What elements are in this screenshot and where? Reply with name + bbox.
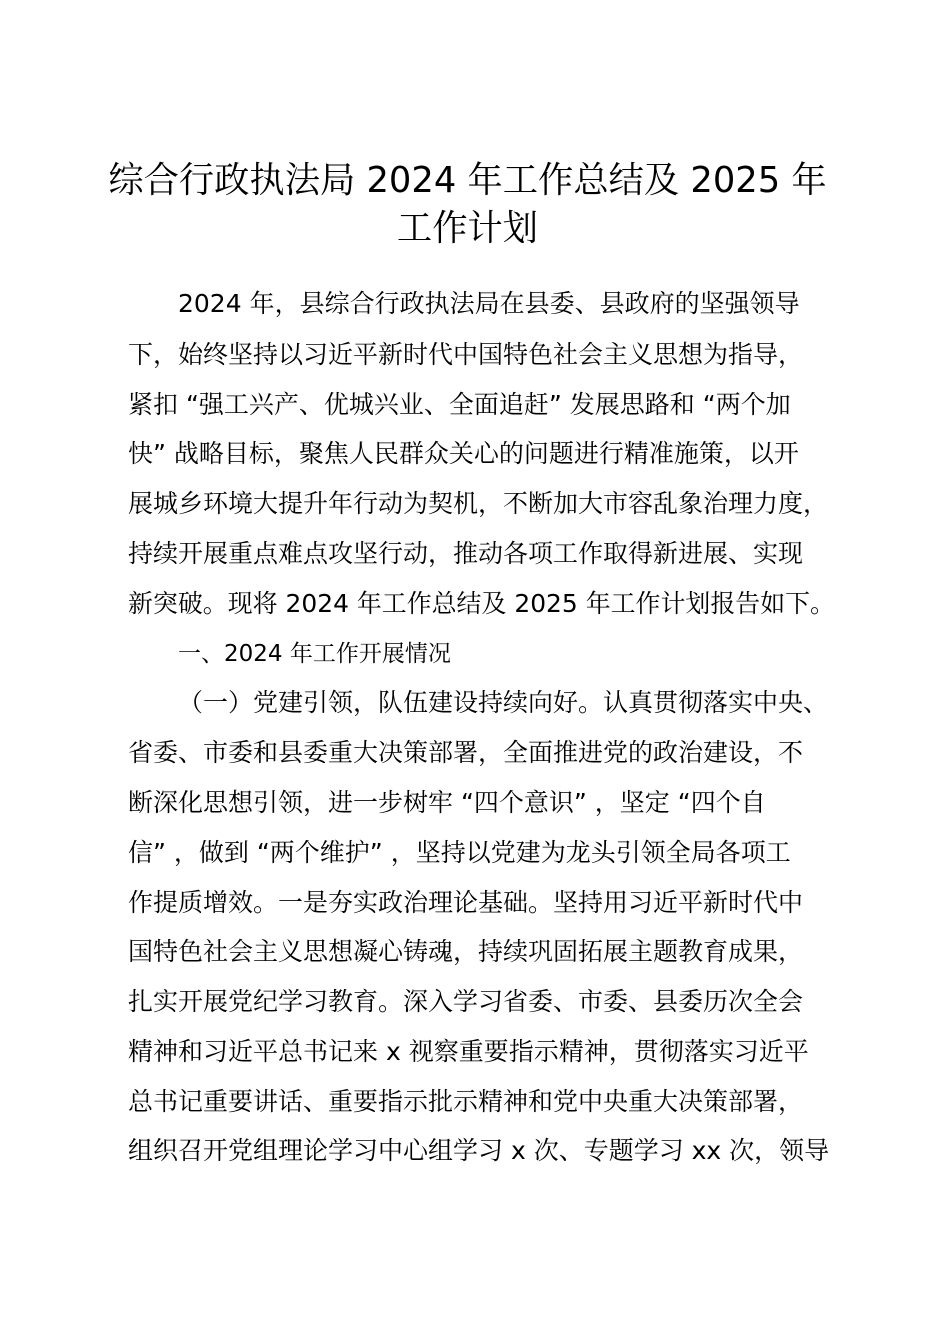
paragraph-1-line: 下，始终坚持以习近平新时代中国特色社会主义思想为指导， [128,340,804,369]
paragraph-2-line: 总书记重要讲话、重要指示批示精神和党中央重大决策部署， [128,1087,804,1116]
paragraph-2-line: 精神和习近平总书记来 x 视察重要指示精神，贯彻落实习近平 [128,1037,809,1066]
paragraph-2-line: 省委、市委和县委重大决策部署，全面推进党的政治建设，不 [128,738,804,767]
paragraph-1-line: 紧扣 “强工兴产、优城兴业、全面追赶” 发展思路和 “两个加 [128,390,791,419]
paragraph-1-line: 展城乡环境大提升年行动为契机，不断加大市容乱象治理力度， [128,489,829,518]
paragraph-1-line: 新突破。现将 2024 年工作总结及 2025 年工作计划报告如下。 [128,589,835,618]
paragraph-2-line: 断深化思想引领，进一步树牢 “四个意识” ，坚定 “四个自 [128,788,766,817]
paragraph-2-line: 作提质增效。一是夯实政治理论基础。坚持用习近平新时代中 [128,888,804,917]
paragraph-2-line: 国特色社会主义思想凝心铸魂，持续巩固拓展主题教育成果， [128,937,804,966]
paragraph-2-line: （一）党建引领，队伍建设持续向好。认真贯彻落实中央、 [178,688,829,717]
paragraph-1-line: 2024 年，县综合行政执法局在县委、县政府的坚强领导 [178,289,800,318]
paragraph-1-line: 持续开展重点难点攻坚行动，推动各项工作取得新进展、实现 [128,539,804,568]
document-title-line-2: 工作计划 [396,208,539,249]
paragraph-2-line: 扎实开展党纪学习教育。深入学习省委、市委、县委历次全会 [128,987,804,1016]
paragraph-2-line: 组织召开党组理论学习中心组学习 x 次、专题学习 xx 次，领导 [128,1136,830,1165]
document-title-line-1: 综合行政执法局 2024 年工作总结及 2025 年 [108,160,827,201]
paragraph-1-line: 快” 战略目标，聚焦人民群众关心的问题进行精准施策，以开 [128,439,799,468]
paragraph-2-line: 信” ，做到 “两个维护” ，坚持以党建为龙头引领全局各项工 [128,838,791,867]
section-heading: 一、2024 年工作开展情况 [178,641,451,667]
